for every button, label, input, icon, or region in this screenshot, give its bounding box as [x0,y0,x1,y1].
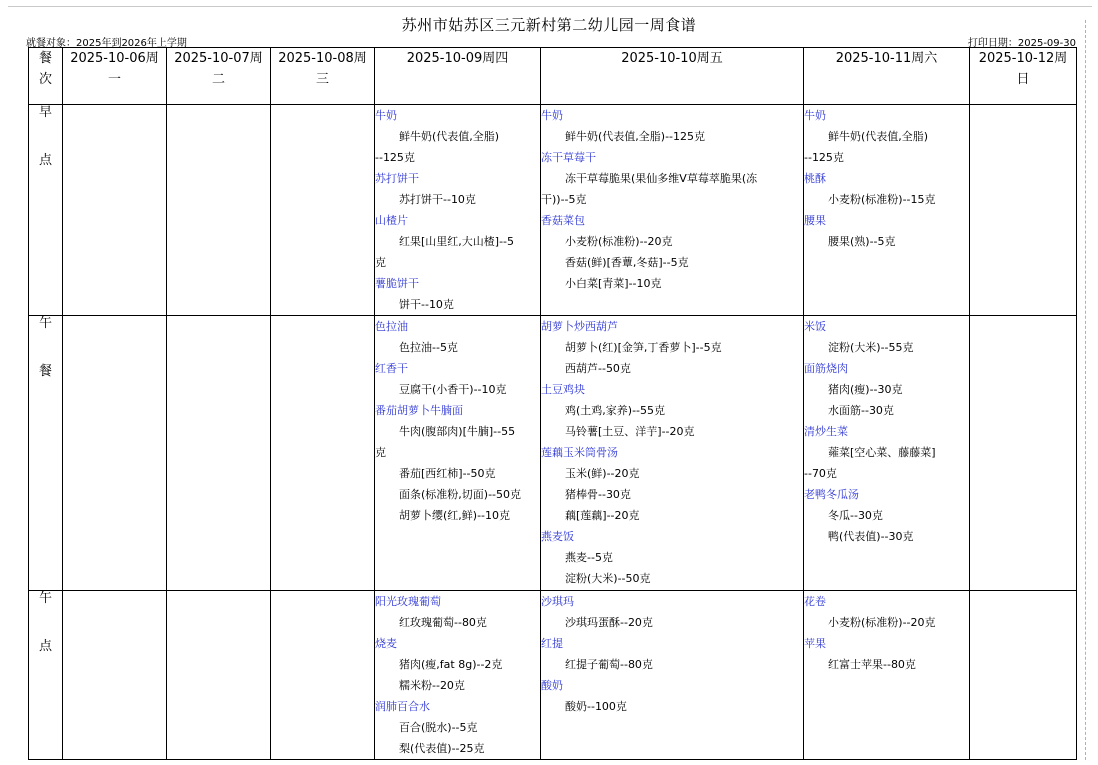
target-audience: 就餐对象：2025年到2026年上学期 [26,38,187,49]
ingredient-line: 红提子葡萄--80克 [565,658,653,671]
ingredient-line: --70克 [804,467,837,480]
day-cell-sun [970,591,1077,760]
page-title: 苏州市姑苏区三元新村第二幼儿园一周食谱 [401,16,697,34]
day-date: 2025-10-06周 [70,51,159,66]
day-cell-sat [804,316,970,591]
ingredient-line: 百合(脱水)--5克 [399,721,478,734]
meal-label-top: 午 [38,316,52,331]
ingredient-line: --125克 [804,151,844,164]
dish-name: 香菇菜包 [541,214,585,227]
dish-name: 薯脆饼干 [375,277,419,290]
day-cell-tue [167,591,271,760]
dish-name: 苏打饼干 [375,172,419,185]
ingredient-line: 饼干--10克 [399,298,454,311]
ingredient-line: 淀粉(大米)--55克 [828,341,914,354]
dish-name: 腰果 [804,214,826,227]
top-rule [8,6,1092,7]
dish-name: 红香干 [375,362,408,375]
meal-label-top: 早 [38,105,52,120]
meal-row-breakfast [29,105,1077,316]
dish-name: 山楂片 [375,214,408,227]
day-cell-fri [541,105,804,316]
day-cell-wed [271,591,375,760]
dish-name: 莲藕玉米筒骨汤 [541,446,618,459]
ingredient-line: 小白菜[青菜]--10克 [565,277,662,290]
meal-label-top: 午 [38,591,52,606]
day-header-sat [804,48,970,105]
ingredient-line: 燕麦--5克 [565,551,613,564]
day-cell-fri [541,591,804,760]
day-cell-tue [167,105,271,316]
day-cell-sat [804,591,970,760]
day-date: 2025-10-10周五 [621,51,723,66]
day-cell-sun [970,316,1077,591]
meal-row-lunch [29,316,1077,591]
day-date: 2025-10-07周 [174,51,263,66]
ingredient-line: 马铃薯[土豆、洋芋]--20克 [565,425,695,438]
ingredient-line: 水面筋--30克 [828,404,894,417]
day-cell-thu [375,316,541,591]
ingredient-line: --125克 [375,151,415,164]
day-cell-mon [63,316,167,591]
day-cell-sat [804,105,970,316]
ingredient-line: 小麦粉(标准粉)--15克 [828,193,936,206]
meal-label [29,591,63,760]
ingredient-line: 鲜牛奶(代表值,全脂) [828,130,929,143]
ingredient-line: 番茄[西红柿]--50克 [399,467,496,480]
day-cell-wed [271,105,375,316]
ingredient-line: 冻干草莓脆果(果仙多维V草莓萃脆果(冻 [565,172,758,185]
day-weekday: 三 [315,72,329,87]
dish-name: 花卷 [804,595,826,608]
meal-column-header [29,48,63,105]
day-date: 2025-10-11周六 [835,51,938,66]
meal-row-afternoon-snack [29,591,1077,760]
dish-name: 阳光玫瑰葡萄 [375,595,441,608]
ingredient-line: 面条(标准粉,切面)--50克 [399,488,522,501]
dish-name: 酸奶 [541,679,563,692]
meal-label [29,105,63,316]
day-cell-thu [375,591,541,760]
ingredient-line: 蕹菜[空心菜、藤藤菜] [828,446,936,459]
ingredient-line: 克 [375,256,386,269]
day-cell-sun [970,105,1077,316]
day-header-tue [167,48,271,105]
day-cell-tue [167,316,271,591]
page-edge-line [1085,20,1086,760]
ingredient-line: 鸡(土鸡,家养)--55克 [565,404,666,417]
dish-name: 沙琪玛 [541,595,574,608]
day-date: 2025-10-12周 [978,51,1068,66]
day-cell-fri [541,316,804,591]
corner-bottom-text: 次 [38,72,52,87]
ingredient-line: 香菇(鲜)[香蕈,冬菇]--5克 [565,256,689,269]
day-cell-wed [271,316,375,591]
ingredient-line: 腰果(熟)--5克 [828,235,896,248]
dish-name: 土豆鸡块 [541,383,585,396]
ingredient-line: 西葫芦--50克 [565,362,631,375]
day-weekday: 一 [107,72,121,87]
dish-name: 番茄胡萝卜牛腩面 [375,404,463,417]
dish-name: 牛奶 [541,109,563,122]
day-cell-mon [63,105,167,316]
day-cell-thu [375,105,541,316]
dish-name: 胡萝卜炒西葫芦 [541,320,618,333]
dish-name: 米饭 [804,320,826,333]
dish-name: 色拉油 [375,320,408,333]
print-date: 打印日期：2025-09-30 [967,38,1076,49]
ingredient-line: 豆腐干(小香干)--10克 [399,383,507,396]
ingredient-line: 糯米粉--20克 [399,679,465,692]
ingredient-line: 胡萝卜(红)[金笋,丁香萝卜]--5克 [565,341,722,354]
ingredient-line: 酸奶--100克 [565,700,627,713]
ingredient-line: 鸭(代表值)--30克 [828,530,914,543]
day-header-fri [541,48,804,105]
ingredient-line: 色拉油--5克 [399,341,458,354]
dish-name: 牛奶 [804,109,826,122]
day-header-sun [970,48,1077,105]
ingredient-line: 淀粉(大米)--50克 [565,572,651,585]
meal-label [29,316,63,591]
ingredient-line: 克 [375,446,386,459]
dish-name: 红提 [541,637,563,650]
dish-name: 苹果 [804,637,826,650]
ingredient-line: 藕[莲藕]--20克 [565,509,640,522]
header-row [29,48,1077,105]
ingredient-line: 小麦粉(标准粉)--20克 [565,235,673,248]
ingredient-line: 玉米(鲜)--20克 [565,467,640,480]
ingredient-line: 胡萝卜缨(红,鲜)--10克 [399,509,511,522]
dish-name: 面筋烧肉 [804,362,848,375]
day-date: 2025-10-09周四 [406,51,509,66]
day-weekday: 日 [1016,72,1030,87]
ingredient-line: 红玫瑰葡萄--80克 [399,616,487,629]
meal-label-bottom: 点 [38,639,52,654]
dish-name: 牛奶 [375,109,397,122]
dish-name: 老鸭冬瓜汤 [804,488,859,501]
meal-label-bottom: 餐 [38,364,52,379]
ingredient-line: 红果[山里红,大山楂]--5 [399,235,515,248]
dish-name: 润肺百合水 [375,700,430,713]
ingredient-line: 苏打饼干--10克 [399,193,476,206]
dish-name: 燕麦饭 [541,530,574,543]
dish-name: 桃酥 [804,172,826,185]
ingredient-line: 干))--5克 [541,193,587,206]
meal-label-bottom: 点 [38,153,52,168]
ingredient-line: 牛肉(腹部肉)[牛腩]--55 [399,425,516,438]
ingredient-line: 冬瓜--30克 [828,509,883,522]
day-weekday: 二 [211,72,225,87]
dish-name: 冻干草莓干 [541,151,596,164]
dish-name: 烧麦 [375,637,397,650]
day-header-mon [63,48,167,105]
day-cell-mon [63,591,167,760]
weekly-menu-table [28,47,1077,760]
day-date: 2025-10-08周 [278,51,367,66]
ingredient-line: 猪肉(瘦,fat 8g)--2克 [399,658,503,671]
corner-top-text: 餐 [38,51,52,66]
day-header-thu [375,48,541,105]
ingredient-line: 猪肉(瘦)--30克 [828,383,903,396]
ingredient-line: 红富士苹果--80克 [828,658,916,671]
ingredient-line: 鲜牛奶(代表值,全脂)--125克 [565,130,706,143]
ingredient-line: 小麦粉(标准粉)--20克 [828,616,936,629]
dish-name: 清炒生菜 [804,425,848,438]
day-header-wed [271,48,375,105]
ingredient-line: 梨(代表值)--25克 [399,742,485,755]
ingredient-line: 鲜牛奶(代表值,全脂) [399,130,500,143]
ingredient-line: 沙琪玛蛋酥--20克 [565,616,653,629]
ingredient-line: 猪棒骨--30克 [565,488,631,501]
